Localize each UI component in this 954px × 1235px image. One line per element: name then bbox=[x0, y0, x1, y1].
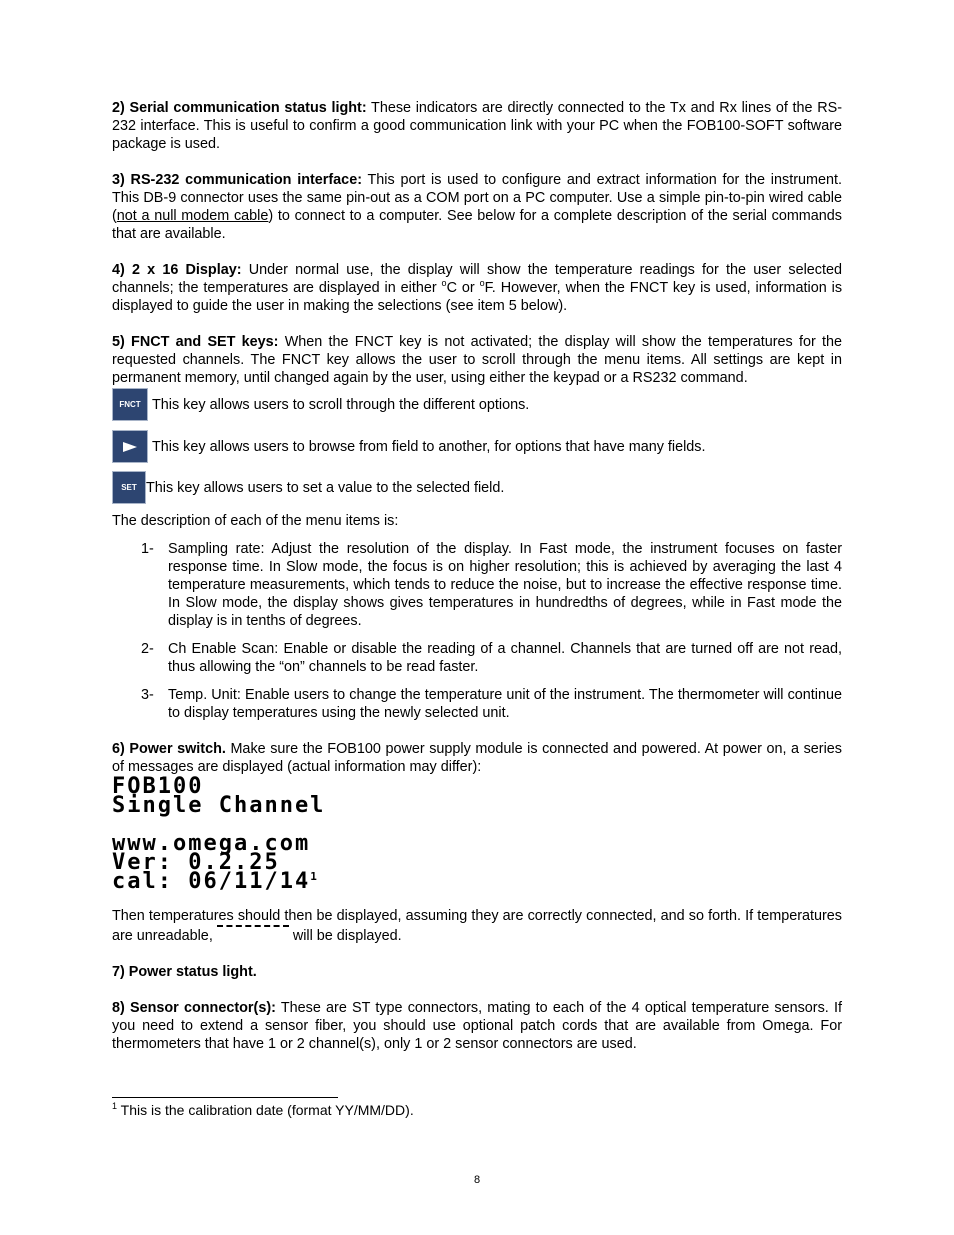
key-description: This key allows users to scroll through the different options. bbox=[152, 396, 530, 413]
dashes-symbol bbox=[217, 925, 289, 937]
key-row-arrow bbox=[112, 430, 842, 463]
after-lcd-text bbox=[112, 907, 842, 945]
list-item bbox=[112, 686, 842, 722]
section-text: F. However, when the FNCT key is used, information is displayed to guide the user in making the selections (see item 5 below). bbox=[112, 280, 843, 314]
footnote-text: This is the calibration date (format YY/MM/DD). bbox=[117, 1102, 414, 1118]
page-number: 8 bbox=[473, 1174, 481, 1186]
key-description: This key allows users to browse from field to another, for options that have many fields. bbox=[152, 438, 706, 455]
section-serial-status bbox=[112, 99, 842, 153]
section-text: Make sure the FOB100 power supply module is connected and powered. At power on, a series of messages are displayed (actual information may differ): bbox=[112, 741, 842, 775]
list-number: 1- bbox=[141, 541, 154, 557]
list-number: 2- bbox=[141, 641, 154, 657]
section-display bbox=[112, 261, 842, 315]
key-row-fnct bbox=[112, 388, 842, 421]
menu-list bbox=[112, 540, 842, 722]
lcd-line: FOB100 bbox=[112, 774, 204, 799]
list-number: 3- bbox=[141, 687, 154, 703]
key-description: This key allows users to set a value to the selected field. bbox=[146, 479, 505, 496]
section-sensor-connectors bbox=[112, 999, 842, 1053]
section-text: Then temperatures should then be displayed, assuming they are correctly connected, and so forth. If temperatures are unreadable, bbox=[112, 908, 842, 944]
section-text: These indicators are directly connected to the Tx and Rx lines of the RS-232 interface. This is useful to confirm a good communication link with your PC when the FOB100-SOFT software package is used. bbox=[112, 100, 842, 152]
lcd-line: Single Channel bbox=[112, 793, 326, 818]
section-power-light bbox=[112, 963, 842, 981]
section-text: This port is used to configure and extract information for the instrument. This DB-9 connector uses the same pin-out as a COM port on a PC computer. Use a simple pin-to-pin wired cable ( bbox=[112, 172, 842, 224]
right-arrow-key-icon bbox=[112, 430, 148, 463]
footnote-mark: 1 bbox=[310, 870, 319, 883]
lcd-messages bbox=[112, 774, 842, 894]
lcd-text: cal: 06/11/14 bbox=[112, 869, 311, 894]
section-heading: 4) 2 x 16 Display: bbox=[112, 262, 242, 278]
lcd-line: Ver: 0.2.25 bbox=[112, 850, 280, 875]
list-text: Ch Enable Scan: Enable or disable the reading of a channel. Channels that are turned off are not read, thus allowing the “on” channels to be read faster. bbox=[168, 641, 842, 675]
section-heading: 3) RS-232 communication interface: bbox=[112, 172, 362, 188]
section-heading: 5) FNCT and SET keys: bbox=[112, 334, 279, 350]
footnote-mark: 1 bbox=[112, 1101, 118, 1111]
list-text: Temp. Unit: Enable users to change the temperature unit of the instrument. The thermometer will continue to display temperatures using the newly selected unit. bbox=[168, 687, 842, 721]
key-row-set bbox=[112, 471, 842, 504]
section-text: Under normal use, the display will show the temperature readings for the user selected channels; the temperatures are displayed in either bbox=[112, 262, 842, 296]
page-body bbox=[112, 99, 842, 1053]
set-key-icon: SET bbox=[112, 471, 146, 504]
degree-mark: o bbox=[441, 278, 447, 288]
section-text: When the FNCT key is not activated; the display will show the temperatures for the requested channels. The FNCT key allows the user to scroll through the menu items. All settings are kept in permanent memory, until changed again by the user, using either the keypad or a RS232 command. bbox=[112, 334, 843, 386]
section-power-switch bbox=[112, 740, 842, 776]
lcd-line: www.omega.com bbox=[112, 831, 311, 856]
underlined-text: not a null modem cable bbox=[116, 208, 269, 224]
section-rs232 bbox=[112, 171, 842, 243]
section-keys bbox=[112, 333, 842, 387]
list-text: Sampling rate: Adjust the resolution of the display. In Fast mode, the instrument focuses on faster response time. In Slow mode, the focus is on higher resolution; this is achieved by averaging the last 4 temperature measurements, which tends to reduce the noise, but to increase the effective response time. In Slow mode, the display shows gives temperatures in hundredths of degrees, while in Fast mode the display is in tenths of degrees. bbox=[168, 541, 842, 629]
section-heading: 6) Power switch. bbox=[112, 741, 226, 757]
footnote-divider bbox=[112, 1097, 338, 1098]
section-heading: 2) Serial communication status light: bbox=[112, 100, 367, 116]
list-item bbox=[112, 540, 842, 630]
section-text: These are ST type connectors, mating to each of the 4 optical temperature sensors. If you need to extend a sensor fiber, you should use optional patch cords that are available from Omega. For thermometers that have 1 or 2 channel(s), only 1 or 2 sensor connectors are used. bbox=[112, 1000, 842, 1052]
lcd-line bbox=[112, 869, 842, 894]
list-item bbox=[112, 640, 842, 676]
section-text: C or bbox=[446, 280, 480, 296]
fnct-key-icon: FNCT bbox=[112, 388, 148, 421]
degree-mark: o bbox=[479, 278, 485, 288]
section-heading: 7) Power status light. bbox=[112, 964, 257, 980]
menu-intro: The description of each of the menu items is: bbox=[112, 513, 399, 529]
section-text: will be displayed. bbox=[292, 928, 402, 944]
section-text: ) to connect to a computer. See below for a complete description of the serial commands that are available. bbox=[112, 208, 843, 242]
footnote bbox=[112, 1102, 414, 1118]
section-heading: 8) Sensor connector(s): bbox=[112, 1000, 276, 1016]
